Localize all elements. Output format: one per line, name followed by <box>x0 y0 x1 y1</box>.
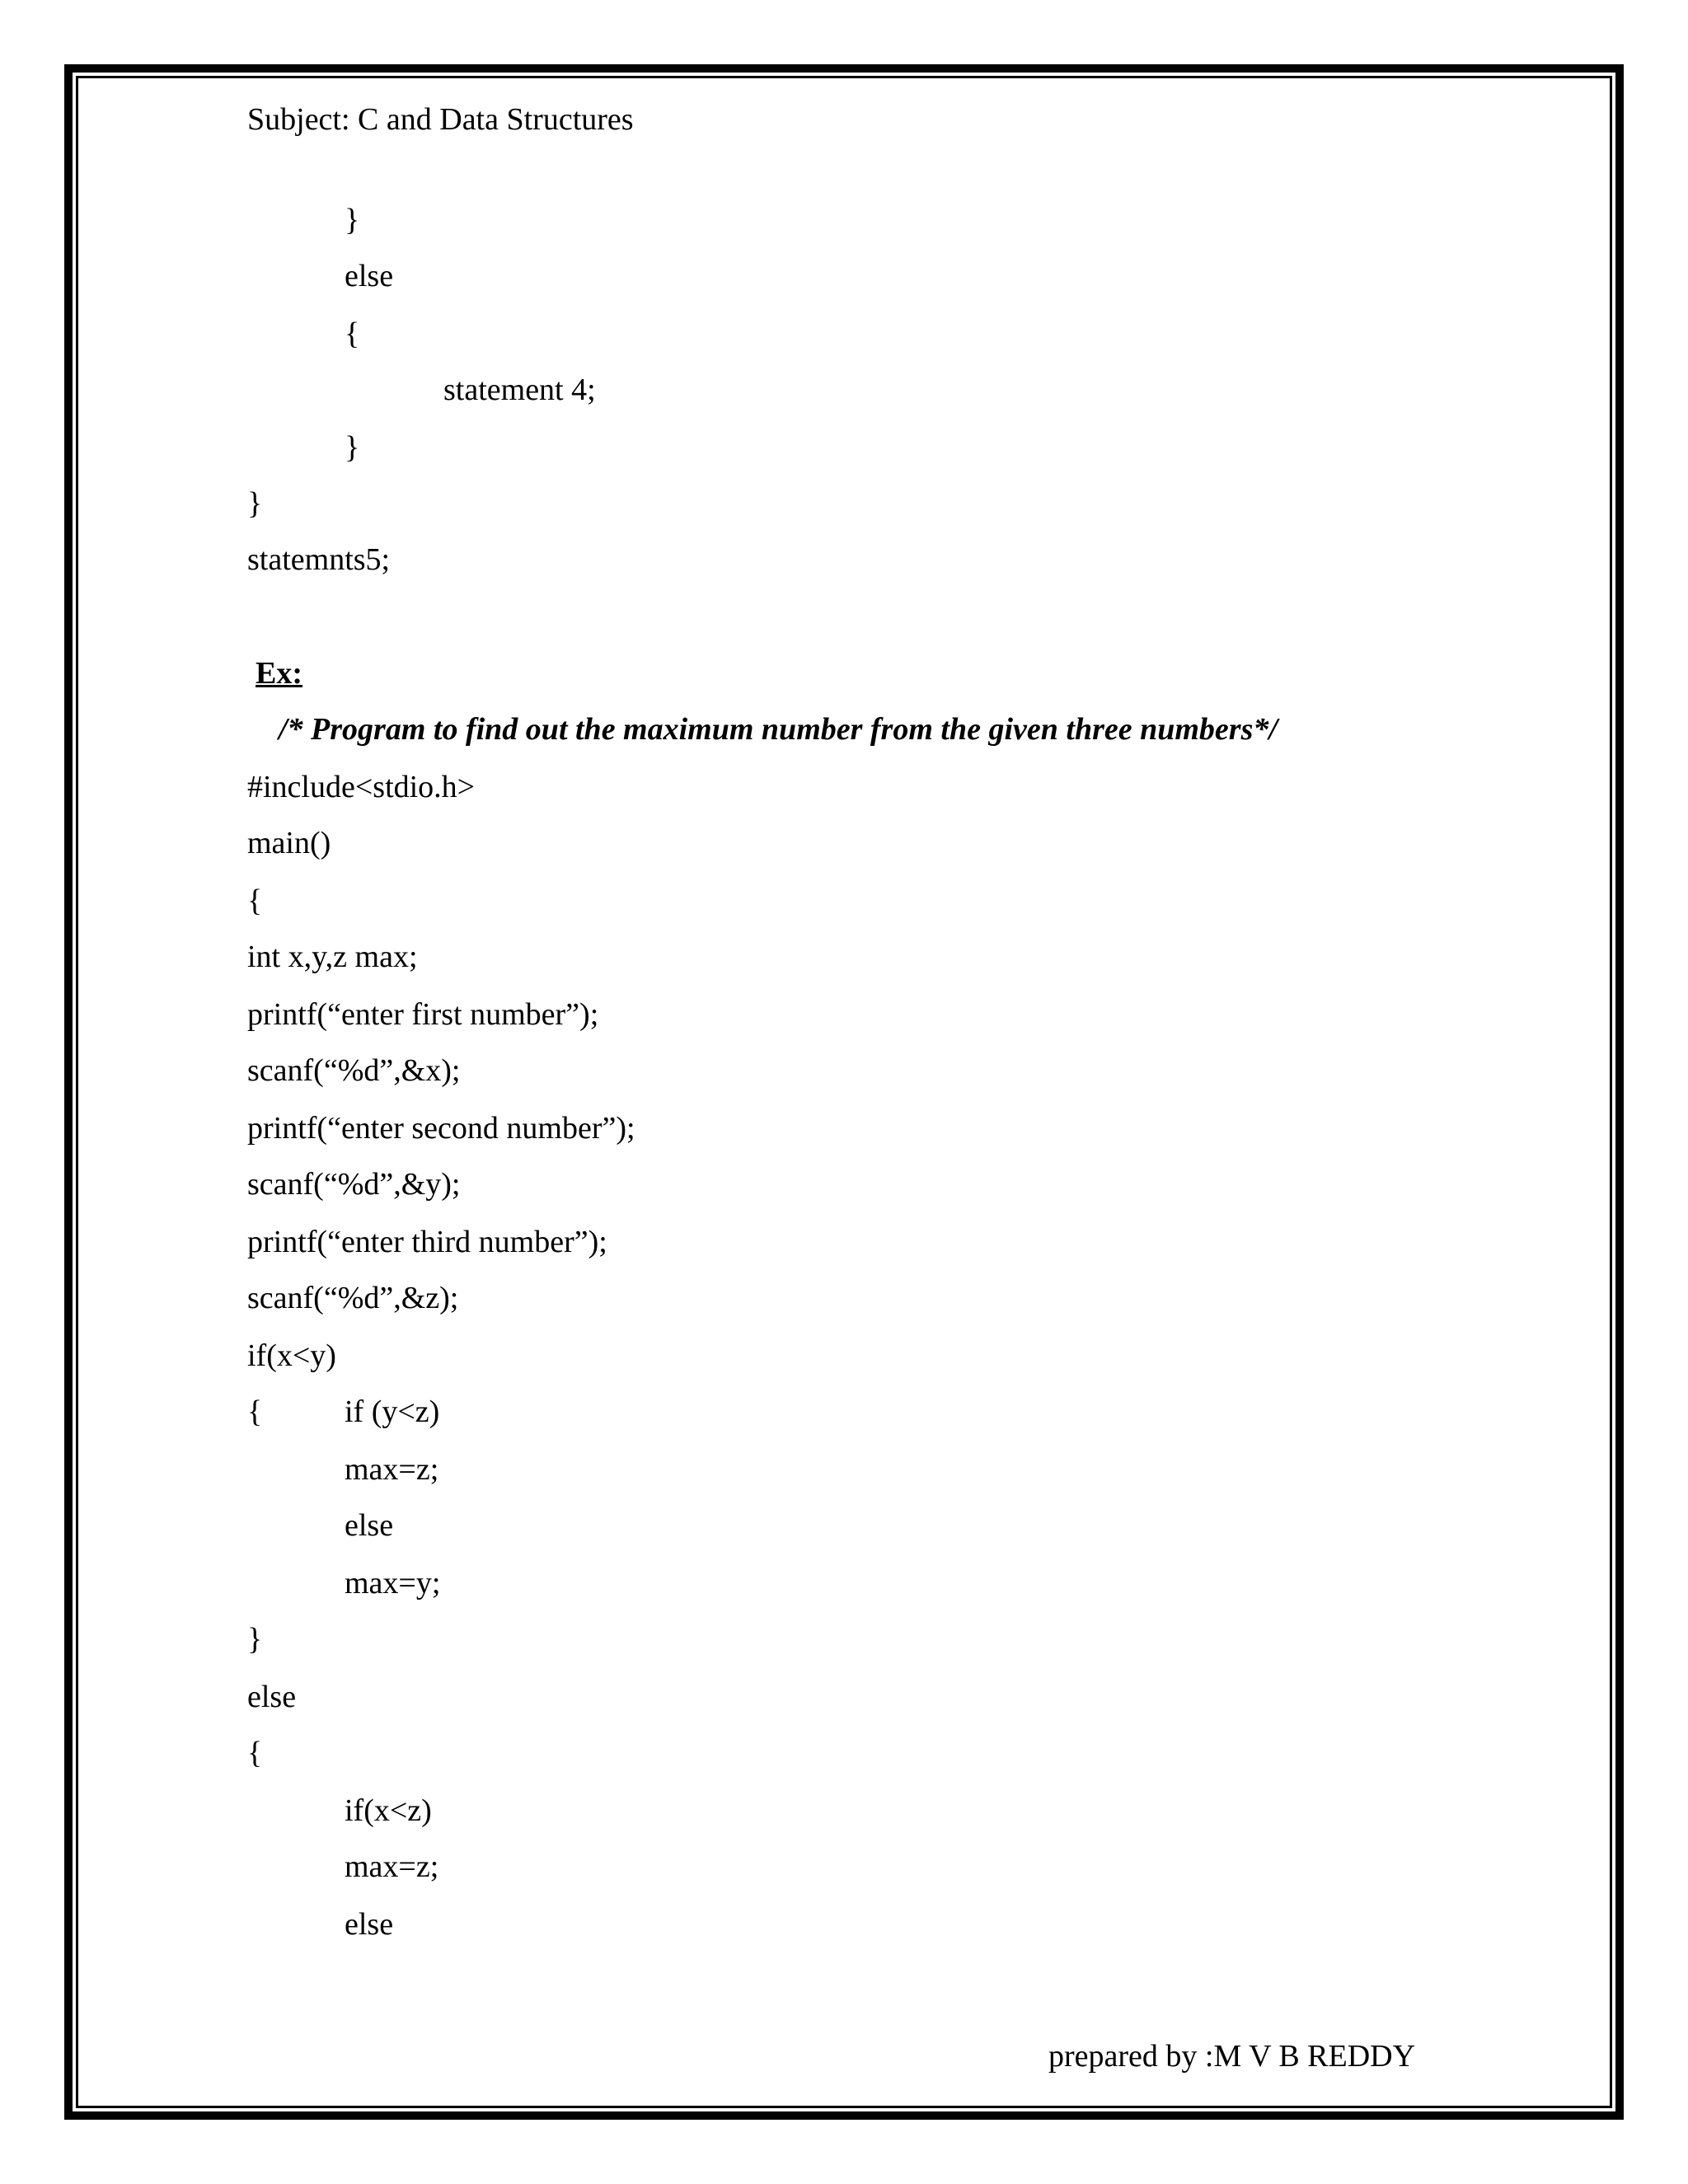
code-line: statemnts5; <box>247 542 391 577</box>
code-line: printf(“enter second number”); <box>247 1111 635 1146</box>
code-line: if (y<z) <box>345 1394 440 1429</box>
code-line: max=z; <box>345 1452 439 1487</box>
code-line: if(x<y) <box>247 1338 336 1373</box>
code-line: } <box>247 1622 263 1657</box>
code-line: { <box>247 1394 263 1429</box>
code-line: else <box>345 1907 394 1942</box>
code-line: { <box>345 316 360 351</box>
page-border-inner <box>76 76 1612 2108</box>
code-line: printf(“enter third number”); <box>247 1225 607 1259</box>
example-label: Ex: <box>256 656 302 691</box>
code-line: #include<stdio.h> <box>247 770 476 804</box>
code-line: printf(“enter first number”); <box>247 997 599 1032</box>
code-line: else <box>247 1680 297 1714</box>
code-line: max=y; <box>345 1566 441 1601</box>
code-line: scanf(“%d”,&x); <box>247 1053 461 1088</box>
example-comment: /* Program to find out the maximum number from the given three numbers*/ <box>279 712 1278 747</box>
code-line: { <box>247 883 263 918</box>
subject-heading: Subject: C and Data Structures <box>247 102 634 137</box>
code-line: main() <box>247 826 331 860</box>
code-line: { <box>247 1736 263 1770</box>
code-line: scanf(“%d”,&z); <box>247 1281 459 1315</box>
code-line: } <box>247 486 263 521</box>
code-line: } <box>345 430 360 465</box>
code-line: else <box>345 259 394 293</box>
code-line: else <box>345 1508 394 1543</box>
code-line: max=z; <box>345 1849 439 1884</box>
prepared-by-footer: prepared by :M V B REDDY <box>1048 2039 1416 2074</box>
code-line: } <box>345 203 360 237</box>
code-line: scanf(“%d”,&y); <box>247 1167 461 1202</box>
code-line: statement 4; <box>443 373 596 407</box>
code-line: int x,y,z max; <box>247 940 418 974</box>
code-line: if(x<z) <box>345 1793 432 1828</box>
